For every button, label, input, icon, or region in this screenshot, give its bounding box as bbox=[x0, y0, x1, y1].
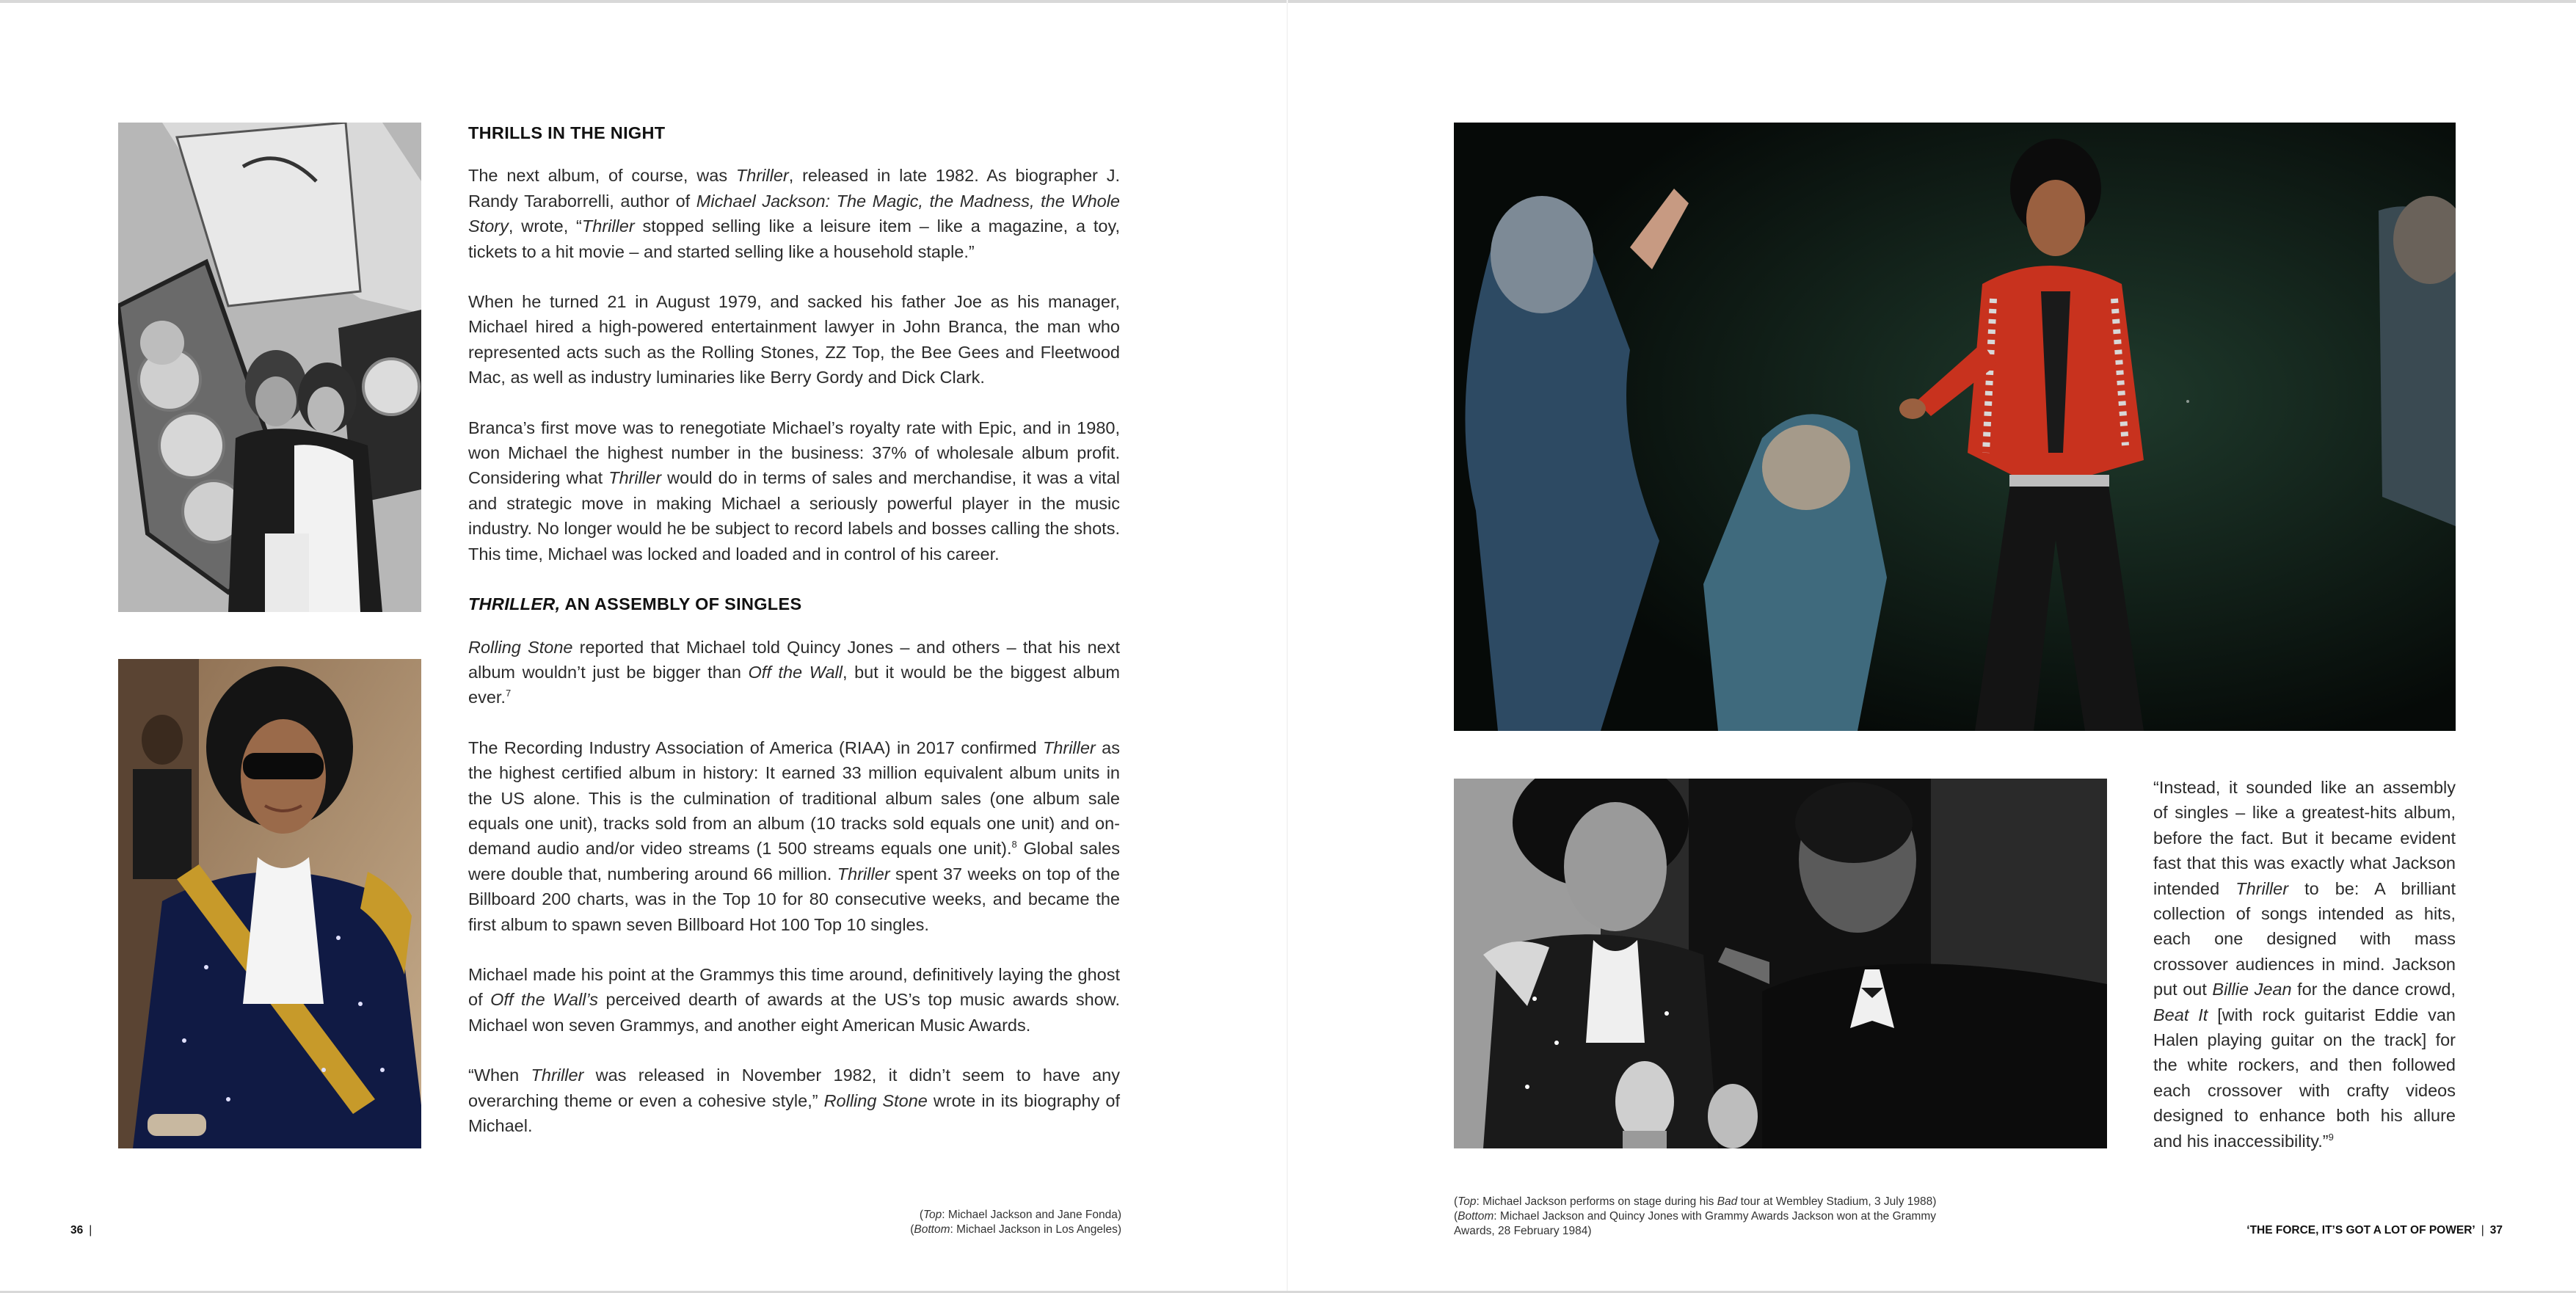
tour-title-italic: Bad bbox=[1717, 1195, 1738, 1208]
caption-label: Top bbox=[923, 1209, 942, 1221]
photo-bw-grammys-icon bbox=[1454, 779, 2107, 1148]
section-heading-thrills: THRILLS IN THE NIGHT bbox=[468, 123, 666, 142]
photo-jackson-quincy-jones bbox=[1454, 779, 2107, 1148]
text-run: spent 37 weeks on top of the Billboard 200 charts, was in the Top 10 for 80 consecutive weeks, and became the first album to spawn seven Billboard Hot 100 Top 10 singles. bbox=[468, 864, 1120, 934]
album-title-italic: Thriller bbox=[531, 1066, 584, 1085]
photo-color-stage-icon bbox=[1454, 123, 2456, 731]
body-paragraph: When he turned 21 in August 1979, and sacked his father Joe as his manager, Michael hired a high-powered entertainment lawyer in John Branca, the man who represented acts such as the Rolling Stones, ZZ Top, the Bee Gees and Fleetwood Mac, as well as industry luminaries like Berry Gordy and Dick Clark. bbox=[468, 292, 1120, 387]
photo-jackson-fonda-awards bbox=[118, 123, 421, 612]
page-number-left bbox=[70, 1224, 98, 1237]
photo-jackson-on-stage bbox=[1454, 123, 2456, 731]
section-heading-assembly bbox=[468, 591, 1120, 616]
text-run: would do in terms of sales and merchandise, it was a vital and strategic move in making Michael a seriously powerful player in the music industry. No longer would he be subject to record labels and bosses calling the shots. This time, Michael was locked and loaded and in control of his career. bbox=[468, 468, 1120, 564]
album-title-italic: Thriller bbox=[735, 166, 789, 186]
text-run: was released in November 1982, it didn’t seem to have any overarching theme or even a cohesive style,” bbox=[468, 1066, 1120, 1110]
text-run: tour at Wembley Stadium, 3 July 1988) bbox=[1737, 1195, 1937, 1208]
caption-line-bottom bbox=[1454, 1209, 1953, 1239]
text-run: : Michael Jackson performs on stage during his bbox=[1476, 1195, 1717, 1208]
text-run: , but it would be the biggest album ever. bbox=[468, 662, 1120, 707]
heading-rest-part: AN ASSEMBLY OF SINGLES bbox=[560, 594, 802, 614]
text-run: [with rock guitarist Eddie van Halen playing guitar on the track] for the white rockers, and then followed each crossover with crafty videos designed to enhance both his allure and his inaccessibility.” bbox=[2153, 1005, 2456, 1151]
text-run: stopped selling like a leisure item – like a magazine, a toy, tickets to a hit movie – and started selling like a household staple.” bbox=[468, 216, 1120, 261]
text-run: for the dance crowd, bbox=[2291, 980, 2456, 999]
right-page-quote-column bbox=[2153, 775, 2456, 1154]
page-number: 36 bbox=[70, 1224, 84, 1236]
album-title-italic: Thriller bbox=[837, 864, 890, 884]
body-paragraph bbox=[468, 735, 1120, 937]
heading-italic-part: THRILLER, bbox=[468, 594, 561, 614]
text-run: , wrote, “ bbox=[508, 216, 582, 236]
text-run: : Michael Jackson and Jane Fonda) bbox=[942, 1209, 1121, 1221]
chapter-title: ‘THE FORCE, IT’S GOT A LOT OF POWER’ bbox=[2246, 1224, 2475, 1236]
left-page-text-column bbox=[468, 120, 1120, 1163]
top-edge-rule bbox=[0, 0, 2576, 3]
body-paragraph bbox=[468, 1063, 1120, 1138]
album-title-italic: Thriller bbox=[608, 468, 662, 488]
text-run: “Instead, it sounded like an assembly of singles – like a greatest-hits album, before the fact. But it became evident fast that this was exactly what Jackson intended bbox=[2153, 778, 2456, 898]
right-photo-caption bbox=[1454, 1195, 2012, 1239]
body-paragraph bbox=[468, 635, 1120, 710]
text-run: : Michael Jackson in Los Angeles) bbox=[950, 1223, 1121, 1236]
book-gutter bbox=[1287, 0, 1288, 1293]
text-run: ( bbox=[910, 1223, 914, 1236]
album-title-italic: Off the Wall’s bbox=[490, 990, 598, 1010]
text-run: Michael made his point at the Grammys this time around, definitively laying the ghost of bbox=[468, 964, 1120, 1010]
text-run: The next album, of course, was bbox=[468, 166, 736, 186]
text-run: Global sales were double that, numbering around 66 million. bbox=[468, 839, 1120, 884]
caption-line-top bbox=[1454, 1195, 2012, 1209]
text-run: ( bbox=[1454, 1195, 1458, 1208]
photo-bw-awards-icon bbox=[118, 123, 421, 612]
song-title-italic: Billie Jean bbox=[2212, 980, 2292, 999]
text-run: “When bbox=[468, 1066, 531, 1085]
photo-color-portrait-icon bbox=[118, 659, 421, 1148]
text-run: perceived dearth of awards at the US’s top music awards show. Michael won seven Grammys, and another eight American Music Awards. bbox=[468, 990, 1120, 1035]
running-footer-right bbox=[2246, 1224, 2503, 1237]
text-run: as the highest certified album in history: It earned 33 million equivalent album units in the US alone. This is the culmination of traditional album sales (one album sale equals one unit), tracks sold from an album (10 tracks sold equals one unit) and on-demand audio and/or video streams (1 500 streams equals one unit). bbox=[468, 737, 1120, 859]
body-paragraph bbox=[468, 163, 1120, 264]
footnote-marker[interactable]: 9 bbox=[2328, 1131, 2334, 1143]
text-run: to be: A brilliant collection of songs intended as hits, each one designed with mass crossover audiences in mind. Jackson put out bbox=[2153, 878, 2456, 999]
text-run: reported that Michael told Quincy Jones – and others – that his next album wouldn’t just be bigger than bbox=[468, 637, 1120, 682]
album-title-italic: Thriller bbox=[2235, 878, 2289, 898]
album-title-italic: Thriller bbox=[1042, 737, 1096, 757]
folio-separator: | bbox=[89, 1224, 92, 1236]
text-run: : Michael Jackson and Quincy Jones with Grammy Awards Jackson won at the Grammy Awards, 28 February 1984) bbox=[1454, 1210, 1937, 1237]
caption-line-bottom bbox=[763, 1223, 1121, 1237]
album-title-italic: Thriller bbox=[581, 216, 635, 236]
text-run: wrote in its biography of Michael. bbox=[468, 1090, 1120, 1135]
body-paragraph bbox=[468, 962, 1120, 1038]
song-title-italic: Beat It bbox=[2153, 1005, 2208, 1024]
body-paragraph bbox=[468, 415, 1120, 567]
caption-line-top bbox=[763, 1208, 1121, 1223]
left-photo-caption bbox=[763, 1208, 1121, 1237]
magazine-title-italic: Rolling Stone bbox=[823, 1090, 928, 1110]
text-run: ( bbox=[919, 1209, 923, 1221]
text-run: ( bbox=[1454, 1210, 1458, 1223]
book-title-italic: Michael Jackson: The Magic, the Madness, the Whole Story bbox=[468, 191, 1120, 236]
footnote-marker[interactable]: 8 bbox=[1011, 839, 1017, 851]
caption-label: Bottom bbox=[1458, 1210, 1494, 1223]
page-number: 37 bbox=[2489, 1224, 2503, 1236]
footnote-marker[interactable]: 7 bbox=[505, 688, 512, 699]
text-run: Branca’s first move was to renegotiate Michael’s royalty rate with Epic, and in 1980, won Michael the highest number in the business: 37% of wholesale album profit. Considering what bbox=[468, 418, 1120, 488]
photo-jackson-los-angeles bbox=[118, 659, 421, 1148]
text-run: , released in late 1982. As biographer J. Randy Taraborrelli, author of bbox=[468, 166, 1120, 211]
text-run: The Recording Industry Association of America (RIAA) in 2017 confirmed bbox=[468, 737, 1043, 757]
folio-separator: | bbox=[2481, 1224, 2484, 1236]
caption-label: Top bbox=[1458, 1195, 1477, 1208]
album-title-italic: Off the Wall bbox=[748, 662, 843, 682]
magazine-title-italic: Rolling Stone bbox=[468, 637, 573, 657]
caption-label: Bottom bbox=[914, 1223, 950, 1236]
